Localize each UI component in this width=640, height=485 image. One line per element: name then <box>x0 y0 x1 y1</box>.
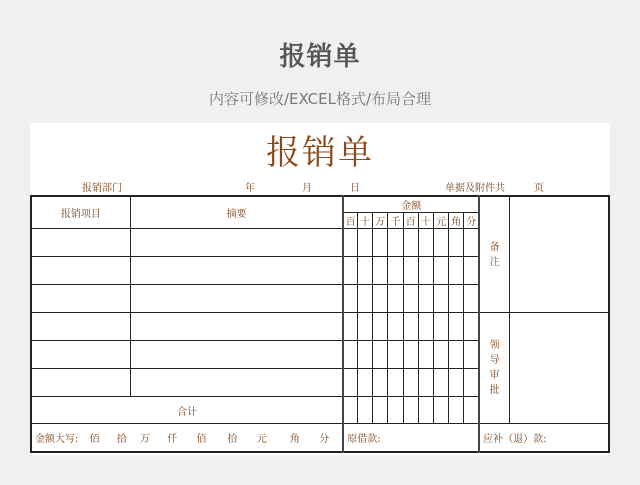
item-cell[interactable] <box>31 313 130 341</box>
page-unit-label: 页 <box>534 183 544 194</box>
month-label: 月 <box>302 183 312 194</box>
total-label: 合计 <box>31 397 343 424</box>
summary-cell[interactable] <box>130 257 343 285</box>
loan-cell[interactable] <box>343 424 479 453</box>
capital-label: 金额大写: <box>35 434 79 445</box>
digit-header: 百 <box>343 213 357 229</box>
capital-unit: 角 <box>289 434 300 445</box>
summary-cell[interactable] <box>130 341 343 369</box>
capital-row <box>31 424 609 453</box>
summary-cell[interactable] <box>130 313 343 341</box>
year-label: 年 <box>245 183 255 194</box>
leader-approval-cell[interactable] <box>510 313 609 424</box>
digit-header: 角 <box>449 213 464 229</box>
form-title: 报销单 <box>266 133 374 173</box>
capital-unit: 元 <box>256 434 267 445</box>
summary-cell[interactable] <box>130 369 343 397</box>
day-label: 日 <box>350 183 360 194</box>
refund-cell[interactable] <box>479 424 609 453</box>
capital-unit: 万 <box>139 434 150 445</box>
summary-cell[interactable] <box>130 229 343 257</box>
item-cell[interactable] <box>31 369 130 397</box>
remark-cell[interactable] <box>510 196 609 313</box>
capital-unit: 佰 <box>196 434 207 445</box>
refund-label: 应补（退）款: <box>483 434 547 445</box>
item-cell[interactable] <box>31 229 130 257</box>
item-cell[interactable] <box>31 257 130 285</box>
digit-header: 万 <box>373 213 388 229</box>
digit-header: 十 <box>357 213 372 229</box>
expense-form-sheet <box>30 123 610 455</box>
attachments-label: 单据及附件共 <box>445 183 505 194</box>
digit-header: 分 <box>464 213 479 229</box>
table-row <box>31 313 609 341</box>
digit-header: 千 <box>388 213 403 229</box>
digit-header: 百 <box>403 213 418 229</box>
page-subheading: 内容可修改/EXCEL格式/布局合理 <box>208 90 432 108</box>
expense-table <box>30 195 610 453</box>
capital-unit: 拾 <box>227 434 238 445</box>
capital-unit: 分 <box>319 434 330 445</box>
leader-approval-label: 领 导 审 批 <box>479 313 509 424</box>
remark-label: 备 注 <box>479 196 509 313</box>
col-header-item: 报销项目 <box>31 196 130 229</box>
summary-cell[interactable] <box>130 285 343 313</box>
dept-label: 报销部门 <box>82 183 122 194</box>
col-header-summary: 摘要 <box>130 196 343 229</box>
capital-amount-cell[interactable] <box>31 424 343 453</box>
page-heading: 报销单 <box>279 42 361 72</box>
digit-header: 元 <box>433 213 448 229</box>
col-header-amount: 金额 <box>343 196 479 213</box>
item-cell[interactable] <box>31 285 130 313</box>
digit-header: 十 <box>418 213 433 229</box>
capital-unit: 佰 <box>89 434 100 445</box>
item-cell[interactable] <box>31 341 130 369</box>
loan-label: 原借款: <box>347 434 381 445</box>
capital-unit: 仟 <box>167 434 178 445</box>
capital-unit: 拾 <box>116 434 127 445</box>
